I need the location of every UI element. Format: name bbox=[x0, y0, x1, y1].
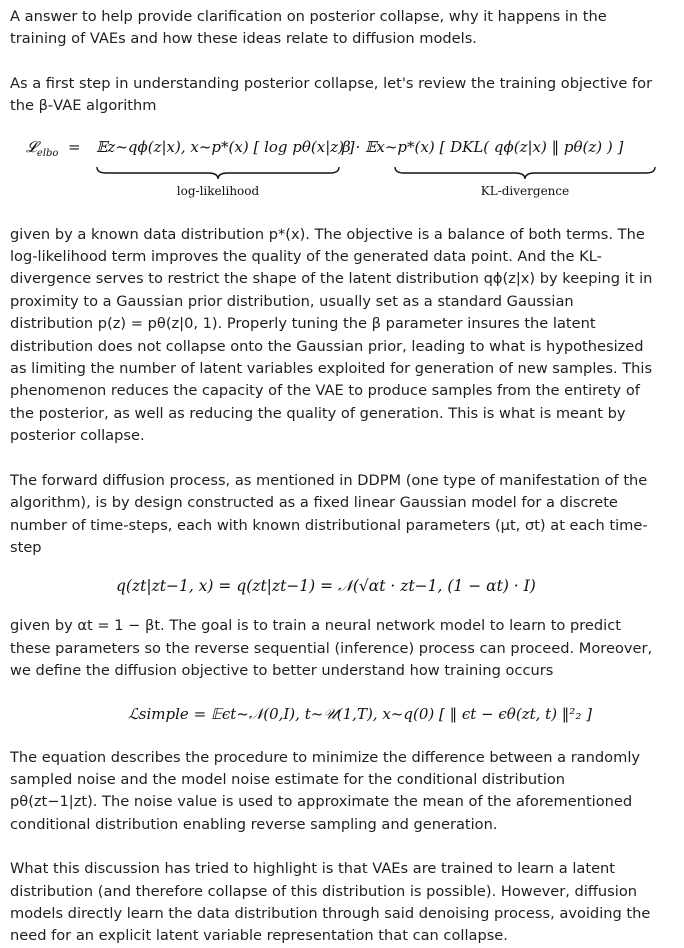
simple-equation-text: ℒsimple = 𝔼ϵt~𝒩(0,I), t~𝒰(1,T), x~q(0) [ ‖ ϵt − ϵθ(zt, t) ‖²₂ ] bbox=[128, 704, 592, 723]
procedure-paragraph: The equation describes the procedure to minimize the difference between a randomly sampled noise and the model noise estimate for the conditional distribution pθ(zt−1|zt). The noise value is used to approximate the mean of the aforementioned conditional distribution enabling reverse sampling and generation. bbox=[10, 748, 641, 833]
loglik-label: log-likelihood bbox=[176, 183, 260, 198]
intro-paragraph: A answer to help provide clarification on posterior collapse, why it happens in the training of VAEs and how these ideas relate to diffusion models. bbox=[10, 8, 607, 48]
elbo-equation bbox=[10, 118, 674, 224]
forward-process-equation bbox=[10, 559, 674, 615]
loglik-underbrace bbox=[96, 166, 340, 180]
kl-underbrace bbox=[394, 166, 656, 180]
elbo-term-loglik: 𝔼z~qϕ(z|x), x~p*(x) [ log pθ(x|z) ] bbox=[96, 137, 355, 156]
forward-equation-text: q(zt|zt−1, x) = q(zt|zt−1) = 𝒩(√αt · zt−1, (1 − αt) · I) bbox=[116, 577, 536, 596]
elbo-explanation-paragraph: given by a known data distribution p*(x). The objective is a balance of both terms. The log-likelihood term improves the quality of the generated data point. And the KL-divergence serves to restrict the shape of the latent distribution qϕ(z|x) by keeping it in proximity to a Gaussian prior distribution, usually set as a standard Gaussian distribution p(z) = pθ(z|0, 1). Properly tuning the β parameter insures the latent distribution does not collapse onto the Gaussian prior, leading to what is hypothesized as limiting the number of latent variables exploited for generation of new samples. This phenomenon reduces the capacity of the VAE to produce samples from the entirety of the posterior, as well as reducing the quality of generation. This is what is meant by posterior collapse. bbox=[10, 225, 653, 445]
forward-diffusion-paragraph: The forward diffusion process, as mentioned in DDPM (one type of manifestation of the algorithm), is by design constructed as a fixed linear Gaussian model for a discrete number of time-steps, each with known distributional parameters (μt, σt) at each time-step bbox=[10, 471, 648, 556]
elbo-term-kl: β · 𝔼x~p*(x) [ DKL( qϕ(z|x) ‖ pθ(z) ) ] bbox=[342, 137, 624, 156]
alpha-definition-paragraph: given by αt = 1 − βt. The goal is to train a neural network model to learn to predict these parameters so the reverse sequential (inference) process can proceed. Moreover, we define the diffusion objective to better understand how training occurs bbox=[10, 617, 653, 680]
conclusion-paragraph: What this discussion has tried to highlight is that VAEs are trained to learn a latent distribution (and therefore collapse of this distribution is possible). However, diffusion models directly learn the data distribution through said denoising process, avoiding the need for an explicit latent variable representation that can collapse. bbox=[10, 860, 651, 945]
simple-loss-equation bbox=[10, 683, 674, 747]
first-step-paragraph: As a first step in understanding posterior collapse, let's review the training objective for the β-VAE algorithm bbox=[10, 74, 653, 115]
elbo-lhs: 𝓛$_{elbo}$ = bbox=[26, 137, 91, 159]
kl-label: KL-divergence bbox=[480, 183, 570, 198]
